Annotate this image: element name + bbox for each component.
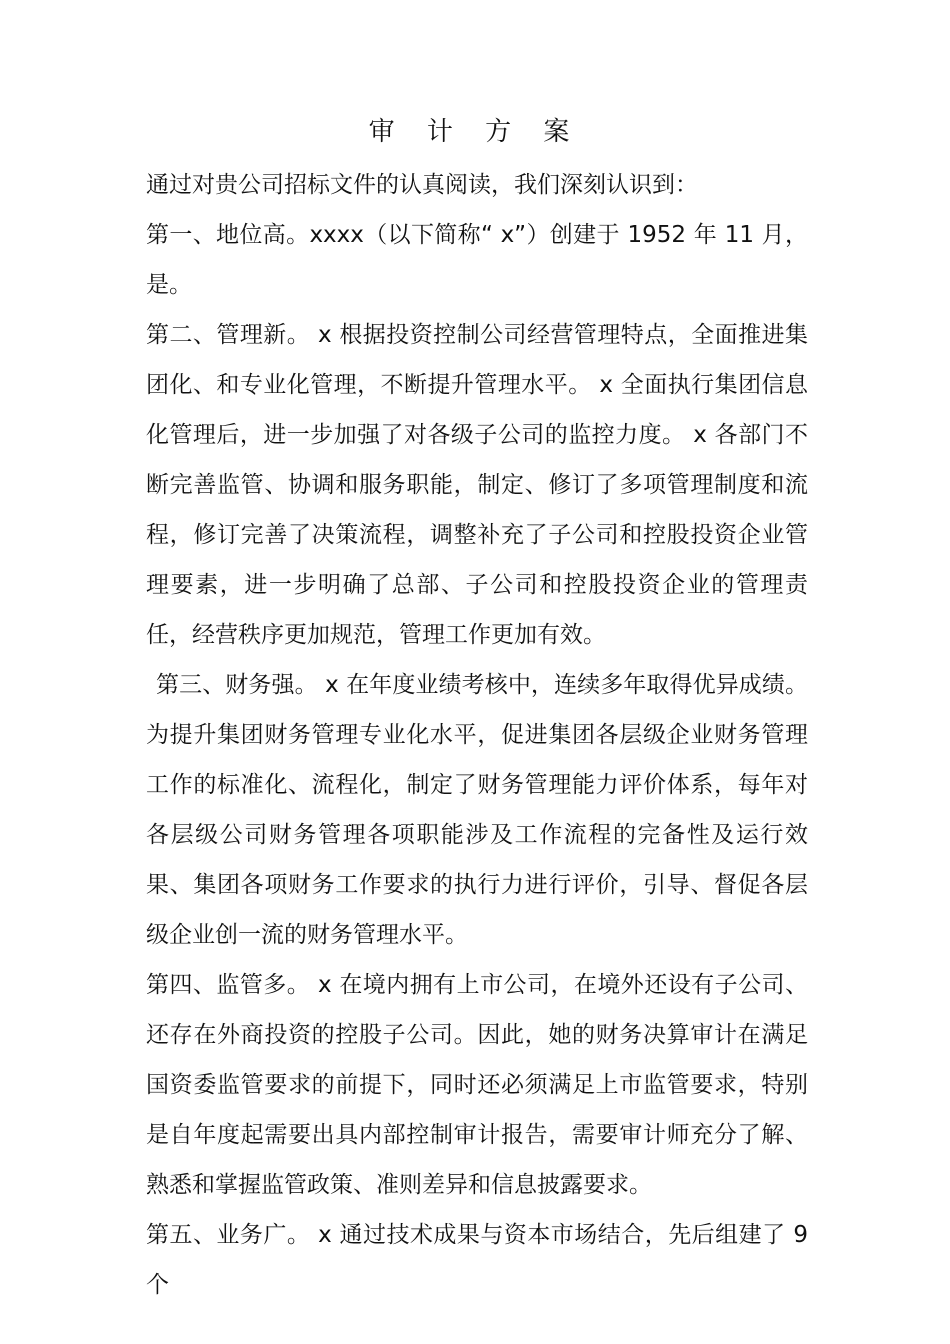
document-title: 审 计 方 案 [368, 117, 582, 147]
paragraph-second-management: 第二、管理新。 x 根据投资控制公司经营管理特点，全面推进集团化、和专业化管理，不断提升管理水平。 x 全面执行集团信息化管理后，进一步加强了对各级子公司的监控力度。 x 各部门不断完善监管、协调和服务职能，制定、修订了多项管理制度和流程，修订完善了决策流程，调整补充了子公司和控股投资企业管理要素，进一步明确了总部、子公司和控股投资企业的管理责任，经营秩序更加规范，管理工作更加有效。 [146, 322, 808, 648]
document-body [146, 160, 808, 1310]
intro-paragraph: 通过对贵公司招标文件的认真阅读，我们深刻认识到： [146, 172, 698, 198]
paragraph-fourth-supervision: 第四、监管多。 x 在境内拥有上市公司，在境外还设有子公司、还存在外商投资的控股子公司。因此，她的财务决算审计在满足国资委监管要求的前提下，同时还必须满足上市监管要求，特别是自年度起需要出具内部控制审计报告，需要审计师充分了解、熟悉和掌握监管政策、准则差异和信息披露要求。 [146, 972, 808, 1198]
paragraph-fifth-business: 第五、业务广。 x 通过技术成果与资本市场结合，先后组建了 9 个 [146, 1222, 808, 1298]
paragraph-first-position: 第一、地位高。xxxx（以下简称“ x”）创建于 1952 年 11 月，是。 [146, 222, 808, 298]
paragraph-third-finance: 第三、财务强。 x 在年度业绩考核中，连续多年取得优异成绩。为提升集团财务管理专业化水平，促进集团各层级企业财务管理工作的标准化、流程化，制定了财务管理能力评价体系，每年对各层级公司财务管理各项职能涉及工作流程的完备性及运行效果、集团各项财务工作要求的执行力进行评价，引导、督促各层级企业创一流的财务管理水平。 [146, 672, 808, 948]
